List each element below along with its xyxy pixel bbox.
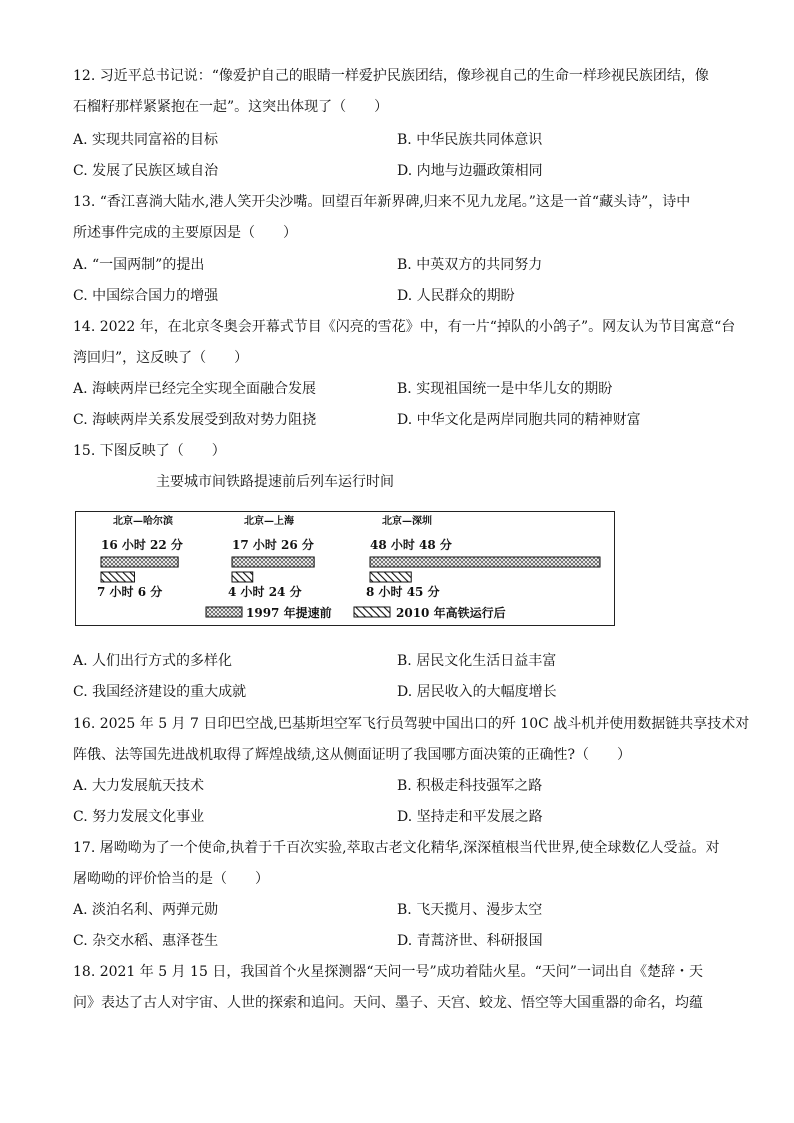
- category-label-2: 北京—上海: [244, 516, 294, 527]
- q12-option-c[interactable]: C. 发展了民族区域自治: [73, 163, 219, 179]
- q16-option-d[interactable]: D. 坚持走和平发展之路: [397, 809, 543, 825]
- question-14-line-1: 14. 2022 年，在北京冬奥会开幕式节目《闪亮的雪花》中，有一片“掉队的小鸽子”。网友认为节目寓意“台: [73, 319, 736, 335]
- q16-option-b[interactable]: B. 积极走科技强军之路: [397, 778, 543, 794]
- chart-title: 主要城市间铁路提速前后列车运行时间: [156, 474, 394, 490]
- question-16-line-2: 阵俄、法等国先进战机取得了辉煌战绩,这从侧面证明了我国哪方面决策的正确性?（ ）: [73, 747, 631, 763]
- series-1-label-2: 17 小时 26 分: [232, 538, 314, 552]
- legend-swatch-1: [206, 607, 242, 617]
- question-12-line-2: 石榴籽那样紧紧抱在一起”。这突出体现了（ ）: [73, 99, 389, 115]
- question-13-line-1: 13. “香江喜淌大陆水,港人笑开尖沙嘴。回望百年新界碑,归来不见九龙尾。”这是一首“藏头诗”，诗中: [73, 194, 691, 210]
- question-15-line-1: 15. 下图反映了（ ）: [73, 443, 226, 459]
- series-2-label-1: 7 小时 6 分: [97, 585, 163, 599]
- q17-option-b[interactable]: B. 飞天揽月、漫步太空: [397, 902, 543, 918]
- q15-option-b[interactable]: B. 居民文化生活日益丰富: [397, 653, 557, 669]
- question-12-line-1: 12. 习近平总书记说：“像爱护自己的眼睛一样爱护民族团结，像珍视自己的生命一样珍视民族团结，像: [73, 68, 709, 84]
- q12-option-a[interactable]: A. 实现共同富裕的目标: [73, 132, 219, 148]
- q14-option-a[interactable]: A. 海峡两岸已经完全实现全面融合发展: [73, 381, 317, 397]
- series-1-label-1: 16 小时 22 分: [101, 538, 183, 552]
- question-18-line-1: 18. 2021 年 5 月 15 日，我国首个火星探测器“天问一号”成功着陆火星。“天问”一词出自《楚辞・天: [73, 964, 703, 980]
- series-2-label-3: 8 小时 45 分: [366, 585, 440, 599]
- rail-time-chart: [75, 511, 615, 626]
- series-1-bar-3: [370, 557, 600, 567]
- q16-option-a[interactable]: A. 大力发展航天技术: [73, 778, 205, 794]
- q14-option-d[interactable]: D. 中华文化是两岸同胞共同的精神财富: [397, 412, 641, 428]
- series-1-bar-1: [101, 557, 178, 567]
- chart-svg: [76, 512, 616, 627]
- question-17-line-1: 17. 屠呦呦为了一个使命,执着于千百次实验,萃取古老文化精华,深深植根当代世界,使全球数亿人受益。对: [73, 840, 720, 856]
- q14-option-b[interactable]: B. 实现祖国统一是中华儿女的期盼: [397, 381, 613, 397]
- question-16-line-1: 16. 2025 年 5 月 7 日印巴空战,巴基斯坦空军飞行员驾驶中国出口的歼 10C 战斗机并使用数据链共享技术对: [73, 716, 750, 732]
- question-13-line-2: 所述事件完成的主要原因是（ ）: [73, 225, 297, 241]
- legend-label-2: 2010 年高铁运行后: [396, 606, 506, 620]
- series-2-label-2: 4 小时 24 分: [228, 585, 302, 599]
- q13-option-a[interactable]: A. “一国两制”的提出: [73, 257, 205, 273]
- series-1-bar-2: [232, 557, 314, 567]
- series-2-bar-2: [232, 572, 253, 582]
- question-18-line-2: 问》表达了古人对宇宙、人世的探索和追问。天问、墨子、天宫、蛟龙、悟空等大国重器的命名，均蕴: [73, 995, 703, 1011]
- q17-option-c[interactable]: C. 杂交水稻、惠泽苍生: [73, 933, 219, 949]
- question-14-line-2: 湾回归”，这反映了（ ）: [73, 350, 249, 366]
- series-1-label-3: 48 小时 48 分: [370, 538, 452, 552]
- q14-option-c[interactable]: C. 海峡两岸关系发展受到敌对势力阻挠: [73, 412, 317, 428]
- category-label-1: 北京—哈尔滨: [113, 516, 173, 527]
- q16-option-c[interactable]: C. 努力发展文化事业: [73, 809, 205, 825]
- q13-option-c[interactable]: C. 中国综合国力的增强: [73, 288, 219, 304]
- category-label-3: 北京—深圳: [382, 516, 432, 527]
- q15-option-d[interactable]: D. 居民收入的大幅度增长: [397, 684, 557, 700]
- series-2-bar-1: [101, 572, 134, 582]
- q17-option-a[interactable]: A. 淡泊名利、两弹元勋: [73, 902, 219, 918]
- q15-option-a[interactable]: A. 人们出行方式的多样化: [73, 653, 233, 669]
- q12-option-d[interactable]: D. 内地与边疆政策相同: [397, 163, 543, 179]
- q13-option-d[interactable]: D. 人民群众的期盼: [397, 288, 515, 304]
- series-2-bar-3: [370, 572, 411, 582]
- q12-option-b[interactable]: B. 中华民族共同体意识: [397, 132, 543, 148]
- question-17-line-2: 屠呦呦的评价恰当的是（ ）: [73, 871, 269, 887]
- q15-option-c[interactable]: C. 我国经济建设的重大成就: [73, 684, 247, 700]
- q17-option-d[interactable]: D. 青蒿济世、科研报国: [397, 933, 543, 949]
- q13-option-b[interactable]: B. 中英双方的共同努力: [397, 257, 543, 273]
- legend-swatch-2: [354, 607, 390, 617]
- legend-label-1: 1997 年提速前: [246, 606, 332, 620]
